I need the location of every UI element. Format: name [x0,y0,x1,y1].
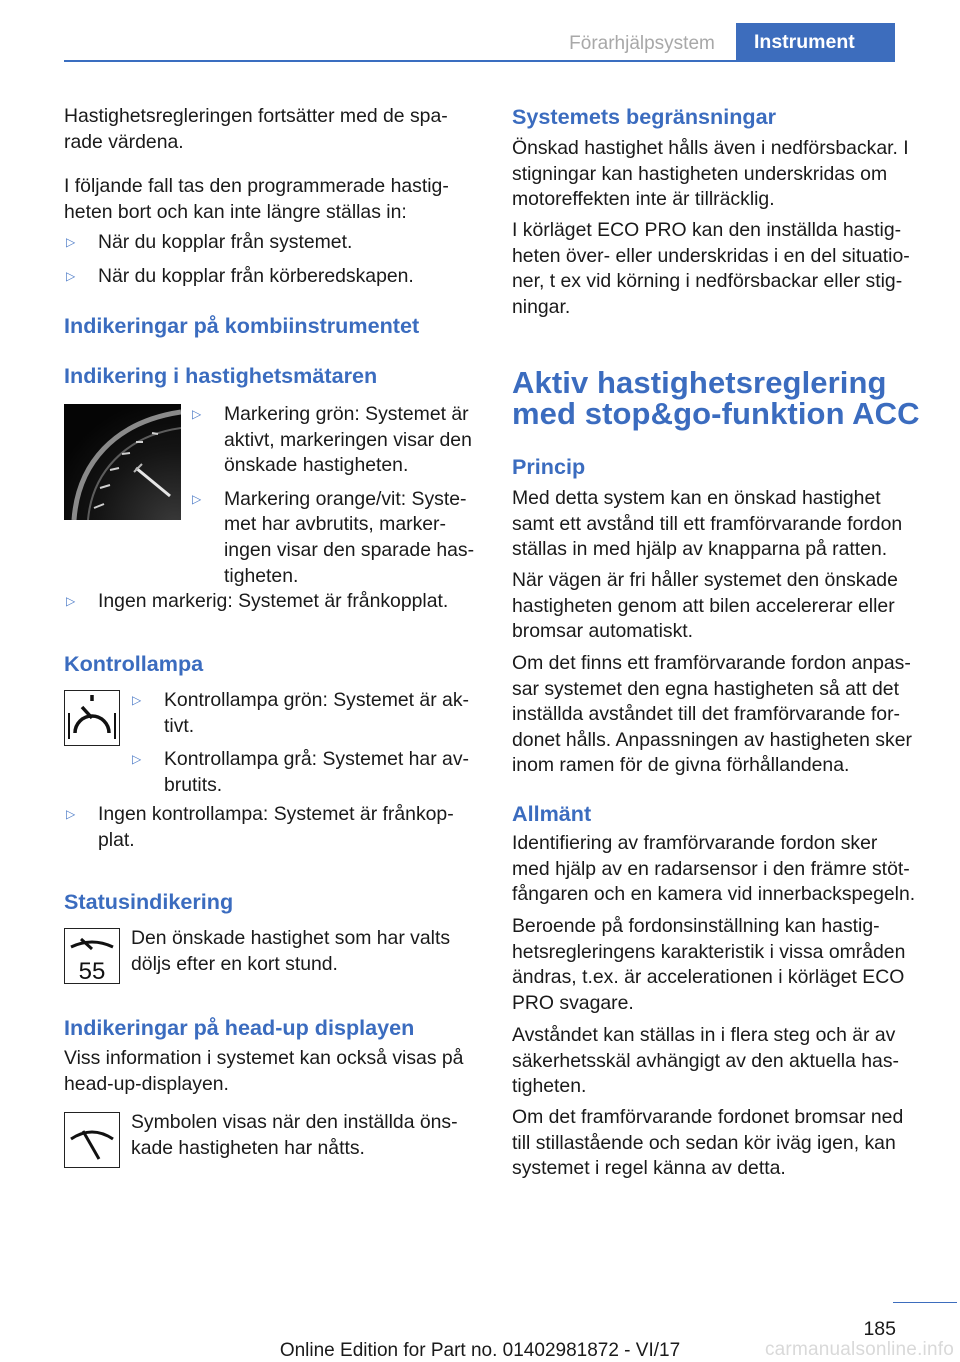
hud-paragraph [64,1046,494,1097]
line: Med detta system kan en önskad hastighet [512,487,881,509]
cruise-indicator-icon [64,690,120,746]
line: hastigheten genom att bilen accelererar eller [512,594,895,617]
line: När vägen är fri håller systemet den önskade [512,569,898,591]
line: Om det framförvarande fordonet bromsar ned [512,1106,904,1128]
list-item-text: När du kopplar från systemet. [98,231,353,253]
list-item [190,487,486,589]
line: Aktiv hastighetsreglering [512,365,887,400]
line: systemet i regel känna av detta. [512,1157,786,1180]
bullet-triangle-icon: ▷ [66,594,76,608]
line: tigheten. [224,564,299,587]
line: tivt. [164,714,195,737]
line: till stillastående och sedan kör iväg igen, kan [512,1131,896,1154]
speedometer-image [64,404,181,520]
line: Markering grön: Systemet är [224,403,469,425]
cancel-list [64,230,484,289]
bullet-triangle-icon: ▷ [132,752,142,767]
list-item [64,264,484,290]
line: ändras, t.ex. är accelerationen i körläget ECO [512,966,905,989]
line: met har avbrutits, marker- [224,513,446,536]
left-column [64,104,484,155]
line: kade hastigheten har nåtts. [131,1136,365,1159]
allmant-p2 [512,914,932,1016]
footer-rule [893,1302,957,1303]
cancel-paragraph [64,174,484,225]
heading-allmant: Allmänt [512,801,592,826]
line: Om det finns ett framförvarande fordon anpas- [512,652,911,674]
line: I körläget ECO PRO kan den inställda hastig- [512,219,902,241]
bullet-triangle-icon: ▷ [66,807,76,821]
heading-begransningar: Systemets begränsningar [512,104,777,129]
header-section-tab: Förarhjälpsystem [569,33,715,54]
lamp-list [130,688,486,798]
heading-hastighetsmatare: Indikering i hastighetsmätaren [64,363,378,388]
line: I följande fall tas den programmerade hastig- [64,175,449,197]
line: Beroende på fordonsinställning kan hastig- [512,915,880,937]
line: motoreffekten inte är tillräcklig. [512,188,775,211]
line: ner, t ex vid körning i nedförsbackar eller stig- [512,270,903,293]
line: PRO svagare. [512,991,634,1014]
header-rule [64,60,895,62]
edition-footer: Online Edition for Part no. 01402981872 - VI/17 [279,1340,681,1361]
list-item [130,688,486,739]
watermark: carmanualsonline.info [764,1339,954,1360]
list-item-text: När du kopplar från körberedskapen. [98,264,414,287]
line: fångaren och en kamera vid innerbackspegeln. [512,883,916,906]
speed-55-icon [64,928,120,984]
princip-p3 [512,651,932,779]
line: Ingen kontrollampa: Systemet är frånkop- [98,803,454,825]
heading-kombiinstrument: Indikeringar på kombiinstrumentet [64,313,420,338]
line: ingen visar den sparade has- [224,538,475,561]
list-item-text [224,402,486,479]
list-item [64,802,484,853]
line: heten över- eller underskridas i en del situatio- [512,244,910,267]
allmant-p3 [512,1023,932,1100]
princip-p1 [512,486,932,563]
line: inställda avståndet till det framförvarande for- [512,703,901,726]
line: Avståndet kan ställas in i flera steg och är av [512,1024,896,1046]
line: sar systemet den egna hastigheten så att det [512,677,899,700]
list-item-text [224,487,486,589]
list-item-text [98,802,484,853]
bullet-triangle-icon: ▷ [132,693,142,707]
line: stigningar kan hastigheten underskridas om [512,162,888,185]
heading-head-up: Indikeringar på head-up displayen [64,1015,415,1040]
line: inom ramen för de givna förhållandena. [512,754,850,777]
line: Markering orange/vit: Syste- [224,487,467,510]
line: Den önskade hastighet som har valts [131,927,451,949]
begransningar-p2 [512,218,932,320]
bullet-triangle-icon: ▷ [192,407,202,421]
line: ningar. [512,295,571,318]
line: head-up-displayen. [64,1072,229,1095]
line: bromsar automatiskt. [512,620,694,643]
begransningar-p1 [512,136,932,213]
line: med stop&go-funktion ACC [512,396,920,431]
hud-symbol-icon [64,1112,120,1168]
bullet-triangle-icon: ▷ [66,235,76,249]
line: Symbolen visas när den inställda öns- [131,1111,458,1133]
list-item [190,402,486,479]
intro-paragraph [64,104,484,155]
princip-p2 [512,568,932,645]
heading-kontrollampa: Kontrollampa [64,651,204,676]
line: samt ett avstånd till ett framförvarande fordon [512,512,903,535]
line: plat. [98,828,135,851]
line: Viss information i systemet kan också visas på [64,1047,464,1069]
speed-value: 55 [78,958,106,983]
bullet-triangle-icon: ▷ [66,268,76,283]
marker-none-list [64,589,484,615]
bullet-triangle-icon: ▷ [192,491,202,506]
line: säkerhetsskäl avhängigt av den aktuella has- [512,1049,899,1072]
line: aktivt, markeringen visar den [224,428,472,451]
line: heten bort och kan inte längre ställas in: [64,200,407,223]
line: med hjälp av en radarsensor i den främre stöt- [512,857,910,880]
line: Identifiering av framförvarande fordon sker [512,832,878,854]
list-item [130,747,486,798]
status-text [131,926,491,977]
list-item-text [164,688,486,739]
list-item [64,230,484,256]
list-item [64,589,484,615]
heading-princip: Princip [512,454,586,479]
page-number: 185 [863,1318,896,1340]
line: brutits. [164,773,223,796]
section-title [512,367,952,429]
lamp-none-list [64,802,484,853]
line: donet hålls. Anpassningen av hastigheten sker [512,728,912,751]
list-item-text: Ingen markerig: Systemet är frånkopplat. [98,590,449,612]
list-item-text [164,747,486,798]
line: Hastighetsregleringen fortsätter med de spa- [64,105,448,127]
line: hetsregleringens karakteristik i vissa områden [512,940,906,963]
header-active-tab: Instrument [736,23,895,62]
marker-list [190,402,486,589]
heading-statusindikering: Statusindikering [64,889,234,914]
line: Kontrollampa grön: Systemet är ak- [164,689,469,711]
allmant-p1 [512,831,932,908]
line: önskade hastigheten. [224,454,409,477]
line: ställas in med hjälp av knapparna på ratten. [512,538,888,561]
line: Önskad hastighet hålls även i nedförsbackar. I [512,137,909,159]
hud-symbol-text [131,1110,491,1161]
line: tigheten. [512,1075,587,1098]
allmant-p4 [512,1105,932,1182]
line: döljs efter en kort stund. [131,952,338,975]
line: Kontrollampa grå: Systemet har av- [164,748,469,771]
line: rade värdena. [64,130,184,153]
